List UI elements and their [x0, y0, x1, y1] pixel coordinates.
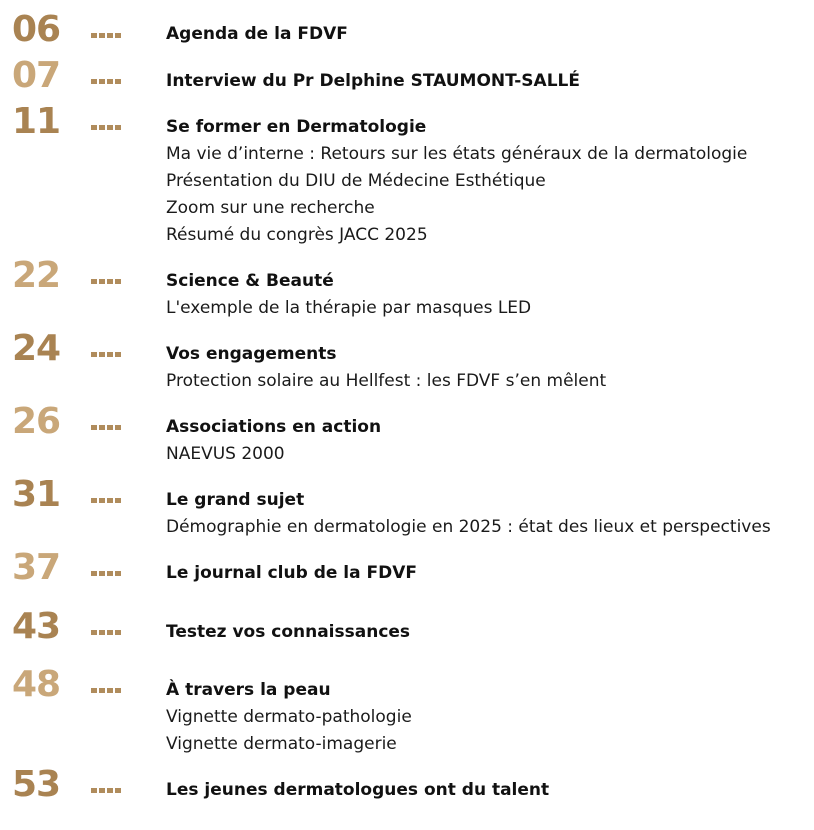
leader-dots: [91, 425, 121, 430]
section-title[interactable]: Se former en Dermatologie: [166, 117, 427, 137]
section-title[interactable]: Science & Beauté: [166, 271, 334, 291]
page-number: 31: [12, 474, 61, 515]
section-title[interactable]: Interview du Pr Delphine STAUMONT-SALLÉ: [166, 71, 580, 91]
page-number: 24: [12, 328, 61, 369]
subsection-item[interactable]: Ma vie d’interne : Retours sur les états généraux de la dermatologie: [166, 144, 748, 164]
page-number: 11: [12, 101, 61, 142]
subsection-item[interactable]: L'exemple de la thérapie par masques LED: [166, 298, 532, 318]
subsection-item[interactable]: Résumé du congrès JACC 2025: [166, 225, 428, 245]
section-title[interactable]: Agenda de la FDVF: [166, 24, 348, 44]
page-number: 22: [12, 255, 61, 296]
subsection-item[interactable]: Protection solaire au Hellfest : les FDVF s’en mêlent: [166, 371, 607, 391]
leader-dots: [91, 352, 121, 357]
leader-dots: [91, 279, 121, 284]
section-title[interactable]: Le journal club de la FDVF: [166, 563, 418, 583]
section-title[interactable]: À travers la peau: [166, 680, 331, 700]
leader-dots: [91, 33, 121, 38]
section-title[interactable]: Le grand sujet: [166, 490, 305, 510]
page-number: 07: [12, 55, 61, 96]
leader-dots: [91, 788, 121, 793]
page-number: 37: [12, 547, 61, 588]
section-title[interactable]: Associations en action: [166, 417, 382, 437]
page-number: 26: [12, 401, 61, 442]
subsection-item[interactable]: Vignette dermato-imagerie: [166, 734, 397, 754]
subsection-item[interactable]: Démographie en dermatologie en 2025 : état des lieux et perspectives: [166, 517, 771, 537]
section-title[interactable]: Les jeunes dermatologues ont du talent: [166, 780, 550, 800]
subsection-item[interactable]: Présentation du DIU de Médecine Esthétique: [166, 171, 546, 191]
page-number: 53: [12, 764, 61, 805]
subsection-item[interactable]: NAEVUS 2000: [166, 444, 285, 464]
page-number: 06: [12, 9, 61, 50]
leader-dots: [91, 688, 121, 693]
leader-dots: [91, 571, 121, 576]
leader-dots: [91, 630, 121, 635]
subsection-item[interactable]: Vignette dermato-pathologie: [166, 707, 412, 727]
leader-dots: [91, 125, 121, 130]
section-title[interactable]: Testez vos connaissances: [166, 622, 411, 642]
page-number: 48: [12, 664, 61, 705]
leader-dots: [91, 498, 121, 503]
section-title[interactable]: Vos engagements: [166, 344, 337, 364]
page-number: 43: [12, 606, 61, 647]
subsection-item[interactable]: Zoom sur une recherche: [166, 198, 375, 218]
leader-dots: [91, 79, 121, 84]
